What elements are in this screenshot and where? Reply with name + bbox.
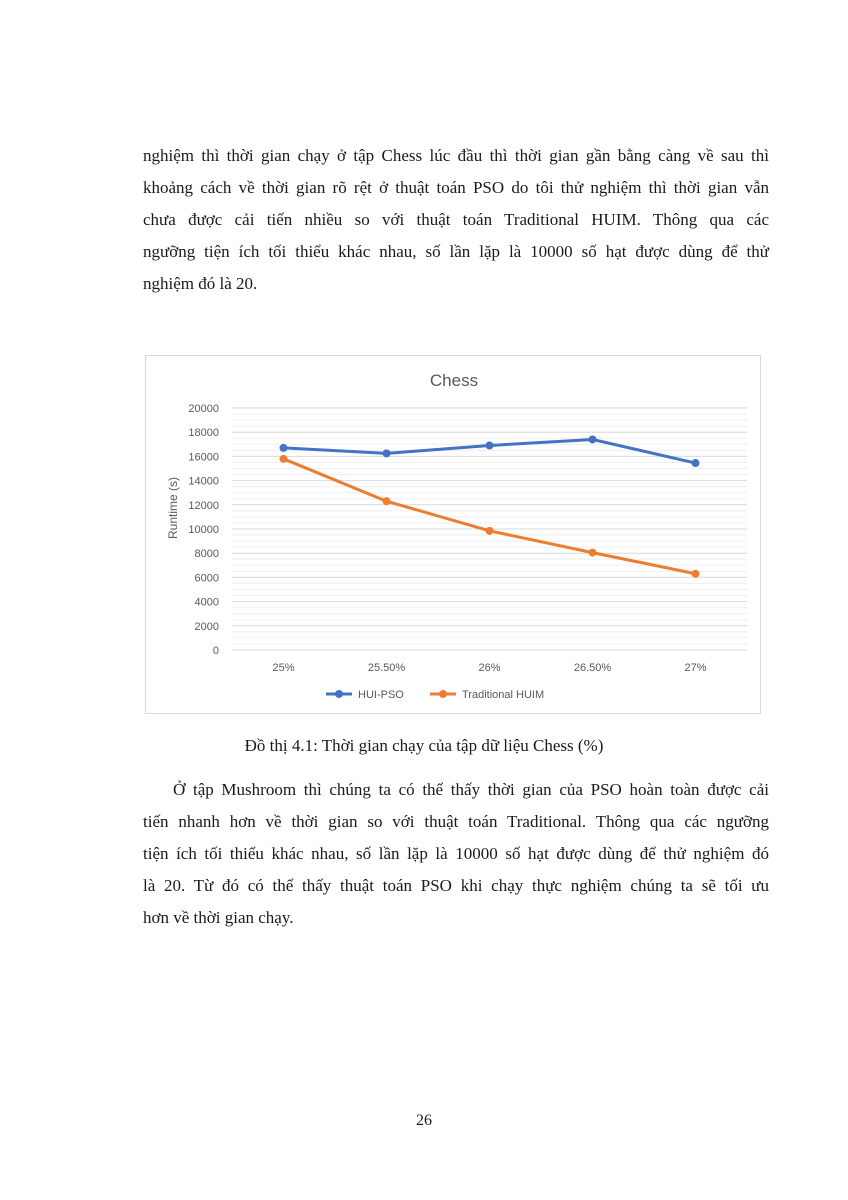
x-tick-label: 26.50% xyxy=(573,662,612,674)
paragraph-line: khoảng cách về thời gian rõ rệt ở thuật toán PSO do tôi thử nghiệm thì thời gian vẫn xyxy=(143,178,769,197)
chart-legend xyxy=(326,689,544,701)
y-tick-label: 8000 xyxy=(194,548,219,561)
chart-title: Chess xyxy=(429,371,479,390)
page-number: 26 xyxy=(416,1112,432,1129)
paragraph-line: chưa được cải tiến nhiều so với thuật toán Traditional HUIM. Thông qua các xyxy=(143,210,769,229)
data-point xyxy=(383,449,391,457)
x-tick-label: 25.50% xyxy=(367,662,406,674)
data-point xyxy=(589,435,597,443)
y-axis-label: Runtime (s) xyxy=(166,476,180,540)
y-tick-label: 6000 xyxy=(194,572,219,585)
legend-swatch-marker xyxy=(335,690,343,698)
data-point xyxy=(692,570,700,578)
x-tick-label: 25% xyxy=(272,662,295,674)
data-point xyxy=(486,442,494,450)
body-paragraph-2 xyxy=(143,774,769,934)
y-tick-label: 14000 xyxy=(188,475,219,488)
x-tick-label: 27% xyxy=(684,662,707,674)
paragraph-line: ngưỡng tiện ích tối thiểu khác nhau, số lần lặp là 10000 số hạt được dùng để thử xyxy=(143,242,769,261)
figure-caption: Đồ thị 4.1: Thời gian chạy của tập dữ liệu Chess (%) xyxy=(244,736,604,755)
chart-canvas xyxy=(146,356,760,713)
body-paragraph-1 xyxy=(143,140,769,300)
legend-swatch-marker xyxy=(439,690,447,698)
paragraph-line: tiến nhanh hơn về thời gian so với thuật toán Traditional. Thông qua các ngưỡng xyxy=(143,812,769,831)
legend-label: HUI-PSO xyxy=(358,689,404,701)
y-axis-ticks xyxy=(188,403,219,657)
data-point xyxy=(280,455,288,463)
legend-label: Traditional HUIM xyxy=(462,689,545,701)
data-point xyxy=(589,549,597,557)
y-tick-label: 2000 xyxy=(194,620,219,633)
paragraph-line: nghiệm đó là 20. xyxy=(143,274,258,293)
series-line-1 xyxy=(284,459,696,574)
y-tick-label: 4000 xyxy=(194,596,219,609)
y-tick-label: 10000 xyxy=(188,524,219,536)
x-tick-label: 26% xyxy=(478,662,501,674)
y-tick-label: 16000 xyxy=(188,451,219,464)
data-point xyxy=(692,459,700,467)
data-point xyxy=(383,497,391,505)
y-tick-label: 18000 xyxy=(188,427,219,440)
y-tick-label: 0 xyxy=(212,645,219,657)
y-tick-label: 20000 xyxy=(188,403,219,415)
paragraph-line: hơn về thời gian chạy. xyxy=(143,908,294,927)
x-axis-ticks xyxy=(272,662,706,674)
data-point xyxy=(280,444,288,452)
paragraph-line: Ở tập Mushroom thì chúng ta có thể thấy thời gian của PSO hoàn toàn được cải xyxy=(173,780,769,799)
data-point xyxy=(486,527,494,535)
paragraph-line: tiện ích tối thiểu khác nhau, số lần lặp là 10000 số hạt được dùng để thử nghiệm đó xyxy=(143,844,769,863)
paragraph-line: là 20. Từ đó có thể thấy thuật toán PSO khi chạy thực nghiệm chúng ta sẽ tối ưu xyxy=(143,876,769,895)
paragraph-line: nghiệm thì thời gian chạy ở tập Chess lúc đầu thì thời gian gần bằng càng về sau thì xyxy=(143,146,769,165)
runtime-chart xyxy=(145,355,761,714)
y-tick-label: 12000 xyxy=(188,499,219,512)
